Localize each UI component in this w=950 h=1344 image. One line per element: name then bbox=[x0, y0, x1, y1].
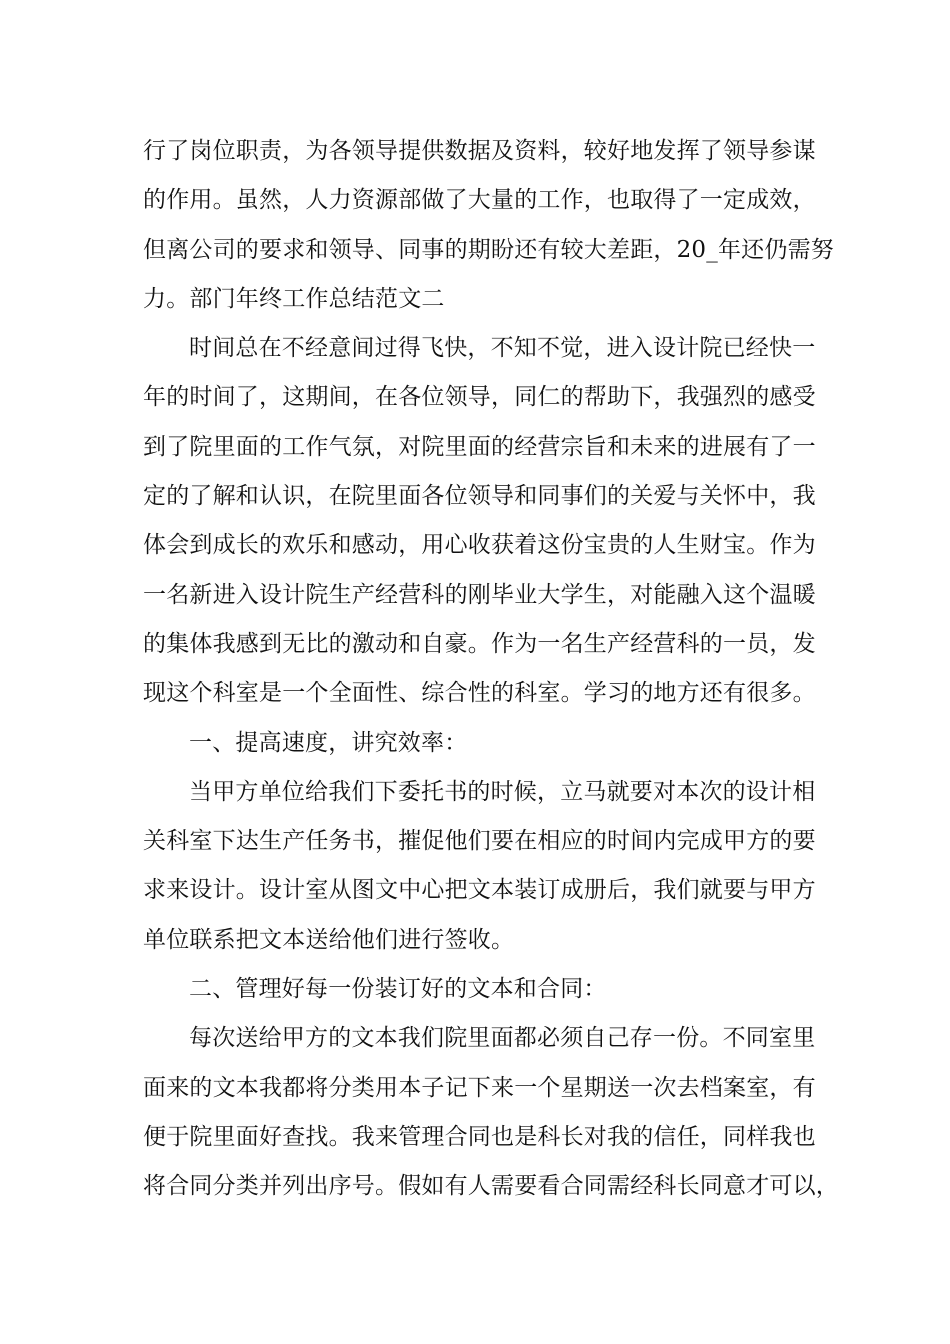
text-line: 年的时间了，这期间，在各位领导，同仁的帮助下，我强烈的感受 bbox=[143, 384, 816, 411]
text-line: 现这个科室是一个全面性、综合性的科室。学习的地方还有很多。 bbox=[143, 680, 816, 707]
text-line: 面来的文本我都将分类用本子记下来一个星期送一次去档案室，有 bbox=[143, 1074, 816, 1101]
subheading-one: 一、提高速度，讲究效率： bbox=[189, 729, 468, 756]
paragraph-start: 每次送给甲方的文本我们院里面都必须自己存一份。不同室里 bbox=[189, 1025, 816, 1052]
text-line: 的作用。虽然，人力资源部做了大量的工作，也取得了一定成效， bbox=[143, 187, 816, 214]
text-line: 到了院里面的工作气氛，对院里面的经营宗旨和未来的进展有了一 bbox=[143, 433, 816, 460]
text-line: 便于院里面好查找。我来管理合同也是科长对我的信任，同样我也 bbox=[143, 1123, 816, 1150]
document-body bbox=[143, 127, 839, 1212]
text-line: 一名新进入设计院生产经营科的刚毕业大学生，对能融入这个温暖 bbox=[143, 581, 816, 608]
subheading-two: 二、管理好每一份装订好的文本和合同： bbox=[189, 976, 607, 1003]
text-line: 将合同分类并列出序号。假如有人需要看合同需经科长同意才可以， bbox=[143, 1173, 839, 1200]
text-line: 关科室下达生产任务书，摧促他们要在相应的时间内完成甲方的要 bbox=[143, 828, 816, 855]
text-line: 但离公司的要求和领导、同事的期盼还有较大差距，20_年还仍需努 bbox=[143, 236, 834, 263]
text-line: 的集体我感到无比的激动和自豪。作为一名生产经营科的一员，发 bbox=[143, 630, 816, 657]
section-heading: 力。部门年终工作总结范文二 bbox=[143, 285, 445, 312]
text-line: 体会到成长的欢乐和感动，用心收获着这份宝贵的人生财宝。作为 bbox=[143, 532, 816, 559]
text-line: 求来设计。设计室从图文中心把文本装订成册后，我们就要与甲方 bbox=[143, 877, 816, 904]
text-line: 单位联系把文本送给他们进行签收。 bbox=[143, 926, 515, 953]
text-line: 行了岗位职责，为各领导提供数据及资料，较好地发挥了领导参谋 bbox=[143, 138, 816, 164]
paragraph-start: 当甲方单位给我们下委托书的时候，立马就要对本次的设计相 bbox=[189, 778, 816, 805]
paragraph-start: 时间总在不经意间过得飞快，不知不觉，进入设计院已经快一 bbox=[189, 335, 816, 362]
text-line: 定的了解和认识，在院里面各位领导和同事们的关爱与关怀中，我 bbox=[143, 483, 816, 510]
